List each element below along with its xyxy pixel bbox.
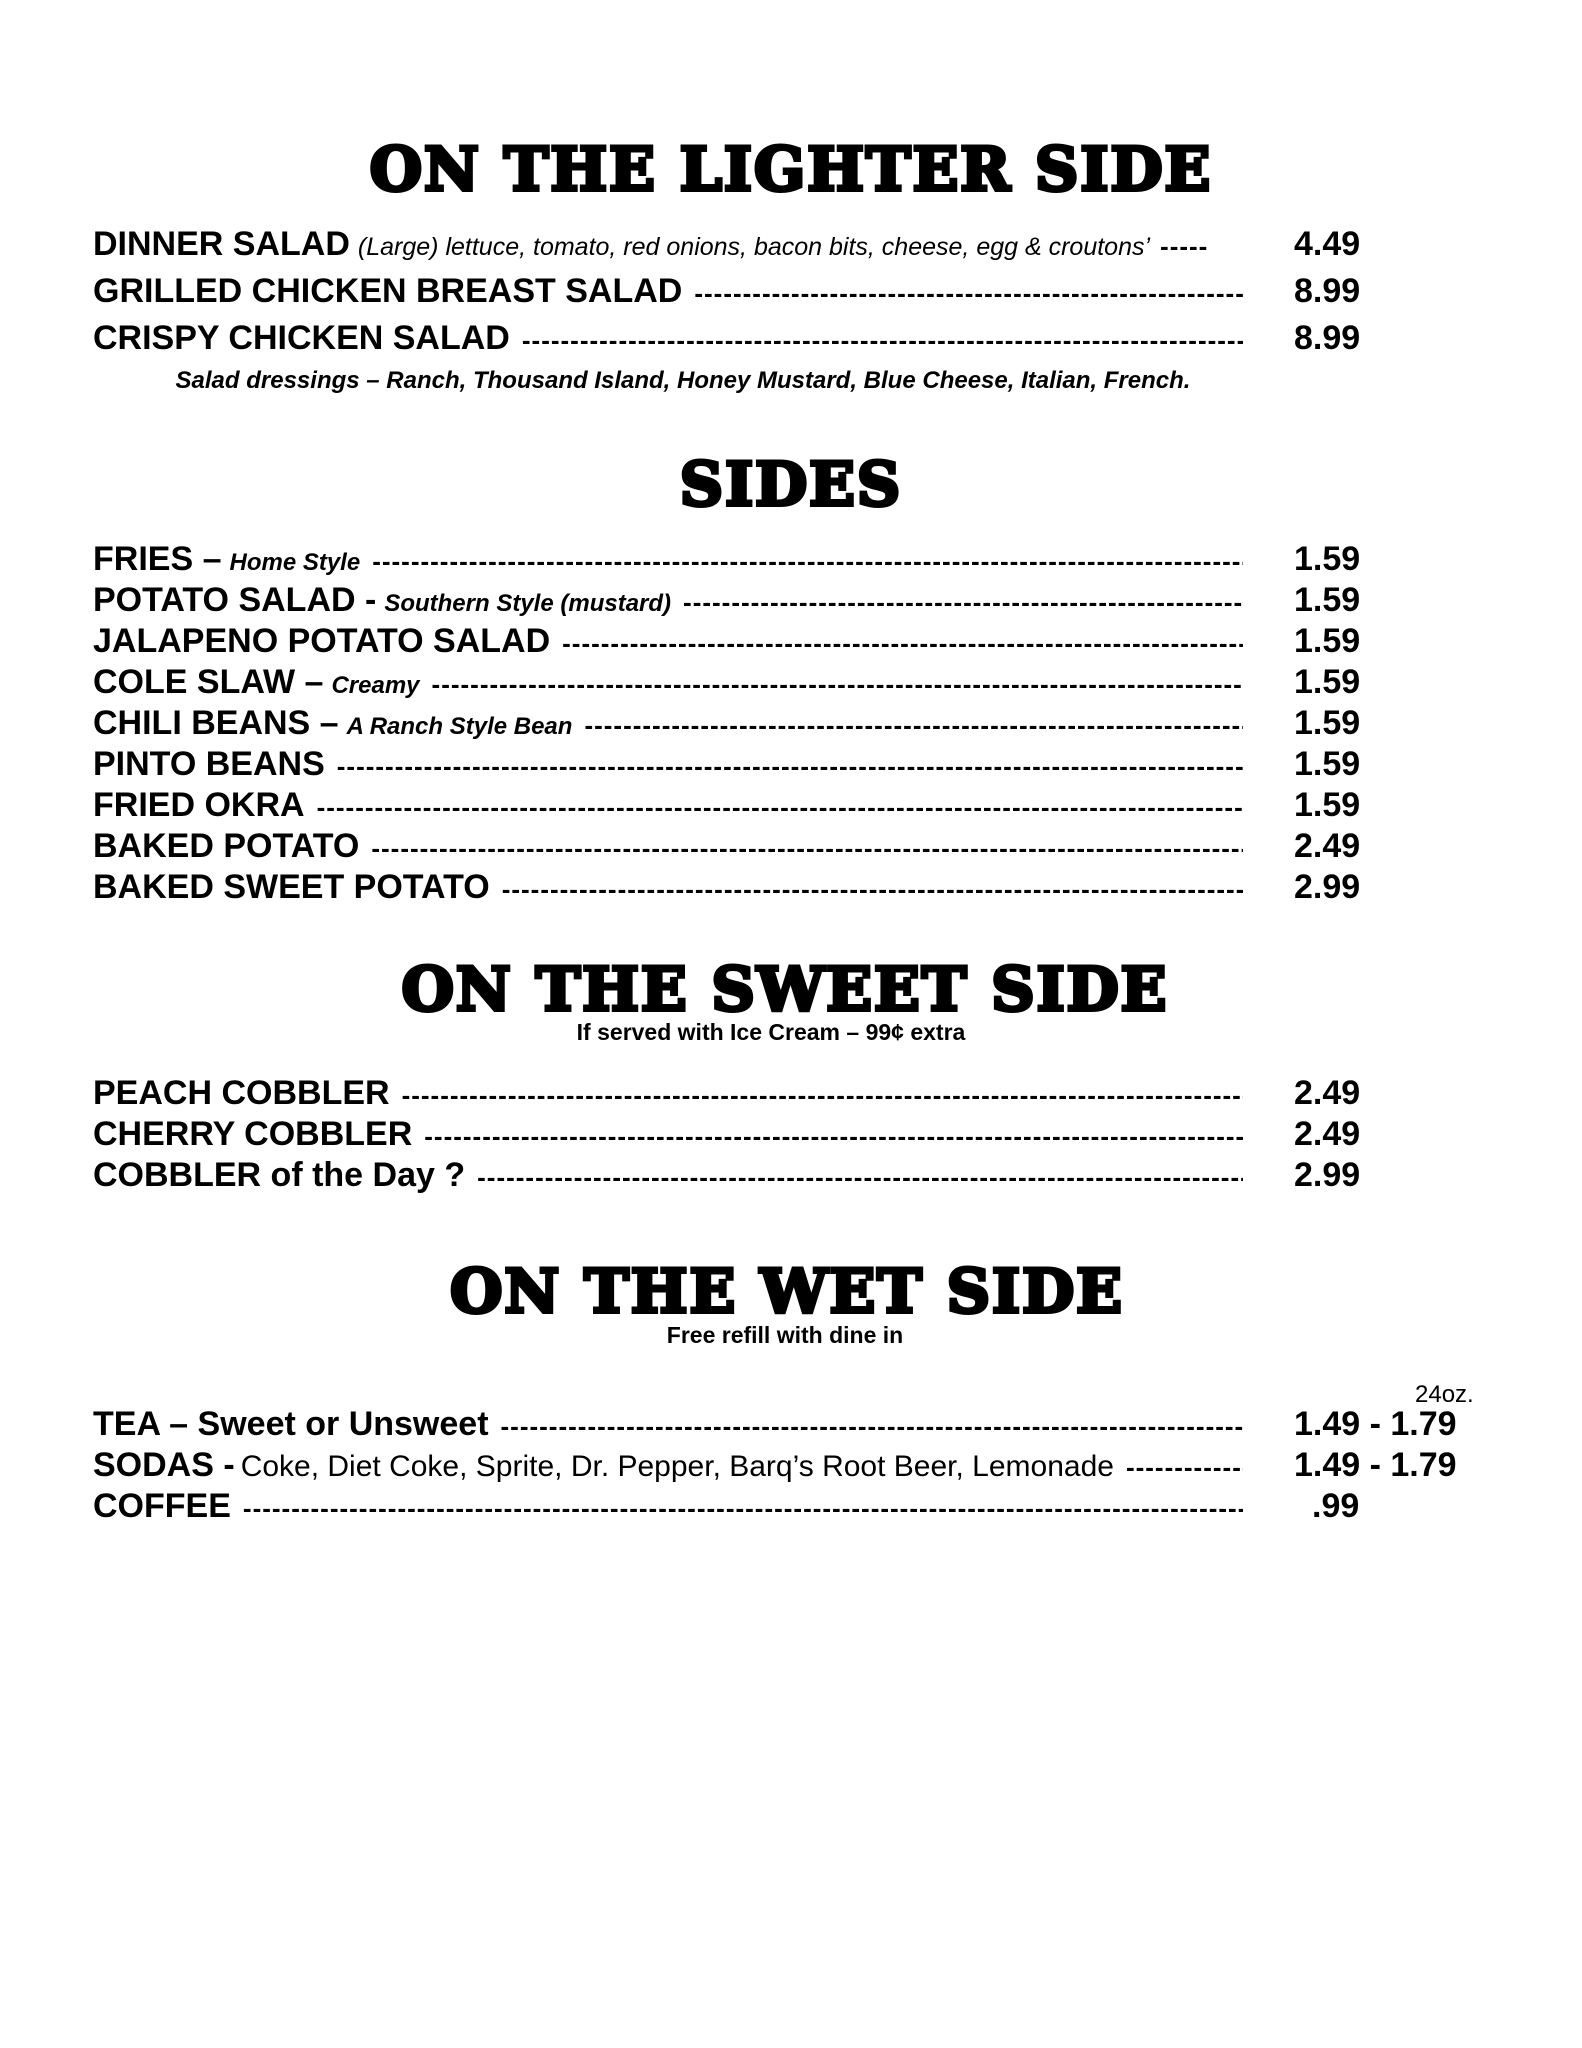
item-price: 2.49 <box>1294 827 1361 865</box>
item-name: SODAS - <box>93 1446 235 1484</box>
leader-dashes <box>372 546 1243 577</box>
item-price: 1.59 <box>1294 663 1361 701</box>
menu-item-tea <box>93 1405 1253 1443</box>
salad-dressings-note: Salad dressings – Ranch, Thousand Island, Honey Mustard, Blue Cheese, Italian, French. <box>175 367 1191 394</box>
item-name: CRISPY CHICKEN SALAD <box>93 319 510 357</box>
leader-dashes <box>522 325 1243 356</box>
item-name: FRIES – <box>93 540 222 578</box>
item-description: A Ranch Style Bean <box>346 713 573 740</box>
free-refill-note: Free refill with dine in <box>666 1322 904 1348</box>
item-price: 1.59 <box>1294 745 1361 783</box>
item-price: 1.49 - 1.79 <box>1294 1405 1457 1443</box>
item-price: 1.49 - 1.79 <box>1294 1446 1457 1484</box>
item-name: PINTO BEANS <box>93 745 325 783</box>
leader-dashes <box>1126 1452 1243 1483</box>
menu-item-cobbler-of-the-day <box>93 1156 1253 1194</box>
menu-item-dinner-salad <box>93 225 1253 263</box>
menu-item-cherry-cobbler <box>93 1115 1253 1153</box>
leader-dashes <box>317 792 1243 823</box>
item-price: 2.49 <box>1294 1074 1361 1112</box>
item-description: Home Style <box>229 549 361 576</box>
item-name: CHILI BEANS – <box>93 704 339 742</box>
leader-dashes: ----- <box>1160 231 1209 261</box>
leader-dashes <box>502 874 1243 905</box>
item-price: 2.99 <box>1294 1156 1361 1194</box>
menu-item-peach-cobbler <box>93 1074 1253 1112</box>
item-name: POTATO SALAD - <box>93 581 377 619</box>
leader-dashes <box>337 751 1243 782</box>
section-heading-lighter-side: ON THE LIGHTER SIDE <box>369 135 1213 205</box>
menu-item-pinto-beans <box>93 745 1253 783</box>
menu-item-baked-potato <box>93 827 1253 865</box>
item-price: 1.59 <box>1294 581 1361 619</box>
item-price: 1.59 <box>1294 622 1361 660</box>
leader-dashes <box>371 833 1243 864</box>
item-name: PEACH COBBLER <box>93 1074 390 1112</box>
item-description: Southern Style (mustard) <box>384 590 672 617</box>
item-price: 8.99 <box>1294 319 1361 357</box>
ice-cream-note: If served with Ice Cream – 99¢ extra <box>576 1019 966 1045</box>
menu-item-grilled-chicken-breast-salad <box>93 272 1253 310</box>
leader-dashes <box>424 1121 1243 1152</box>
item-description: (Large) lettuce, tomato, red onions, bacon bits, cheese, egg & croutons’ <box>357 233 1151 261</box>
size-label: 24oz. <box>1415 1381 1474 1408</box>
item-price: 1.59 <box>1294 704 1361 742</box>
section-heading-sweet-side: ON THE SWEET SIDE <box>401 955 1169 1025</box>
menu-item-sodas <box>93 1446 1253 1484</box>
item-name: FRIED OKRA <box>93 786 305 824</box>
leader-dashes <box>683 587 1243 618</box>
item-description: Creamy <box>331 672 420 699</box>
leader-dashes <box>694 278 1243 309</box>
leader-dashes <box>562 628 1243 659</box>
item-price: 1.59 <box>1294 540 1361 578</box>
menu-item-cole-slaw <box>93 663 1253 701</box>
leader-dashes <box>243 1493 1243 1524</box>
item-name: BAKED POTATO <box>93 827 360 865</box>
menu-item-potato-salad <box>93 581 1253 619</box>
section-heading-sides: SIDES <box>679 450 903 520</box>
item-price: 1.59 <box>1294 786 1361 824</box>
item-description: Coke, Diet Coke, Sprite, Dr. Pepper, Barq’s Root Beer, Lemonade <box>240 1450 1114 1483</box>
leader-dashes <box>477 1162 1243 1193</box>
menu-item-fried-okra <box>93 786 1253 824</box>
item-name: COLE SLAW – <box>93 663 324 701</box>
menu-item-coffee <box>93 1487 1253 1525</box>
item-name: DINNER SALAD <box>93 225 350 263</box>
menu-item-chili-beans <box>93 704 1253 742</box>
item-name: BAKED SWEET POTATO <box>93 868 490 906</box>
menu-item-jalapeno-potato-salad <box>93 622 1253 660</box>
item-name: JALAPENO POTATO SALAD <box>93 622 551 660</box>
leader-dashes <box>501 1411 1243 1442</box>
item-price: 8.99 <box>1294 272 1361 310</box>
section-heading-wet-side: ON THE WET SIDE <box>450 1257 1124 1327</box>
item-price: .99 <box>1312 1487 1360 1525</box>
item-price: 4.49 <box>1294 225 1361 263</box>
menu-item-baked-sweet-potato <box>93 868 1253 906</box>
item-name: CHERRY COBBLER <box>93 1115 413 1153</box>
menu-item-fries <box>93 540 1253 578</box>
leader-dashes <box>432 669 1243 700</box>
leader-dashes <box>402 1080 1243 1111</box>
menu-item-crispy-chicken-salad <box>93 319 1253 357</box>
item-price: 2.49 <box>1294 1115 1361 1153</box>
item-name: COBBLER of the Day ? <box>93 1156 466 1194</box>
item-price: 2.99 <box>1294 868 1361 906</box>
item-name: TEA – Sweet or Unsweet <box>93 1405 489 1443</box>
item-name: COFFEE <box>93 1487 231 1525</box>
item-name: GRILLED CHICKEN BREAST SALAD <box>93 272 683 310</box>
leader-dashes <box>584 710 1243 741</box>
